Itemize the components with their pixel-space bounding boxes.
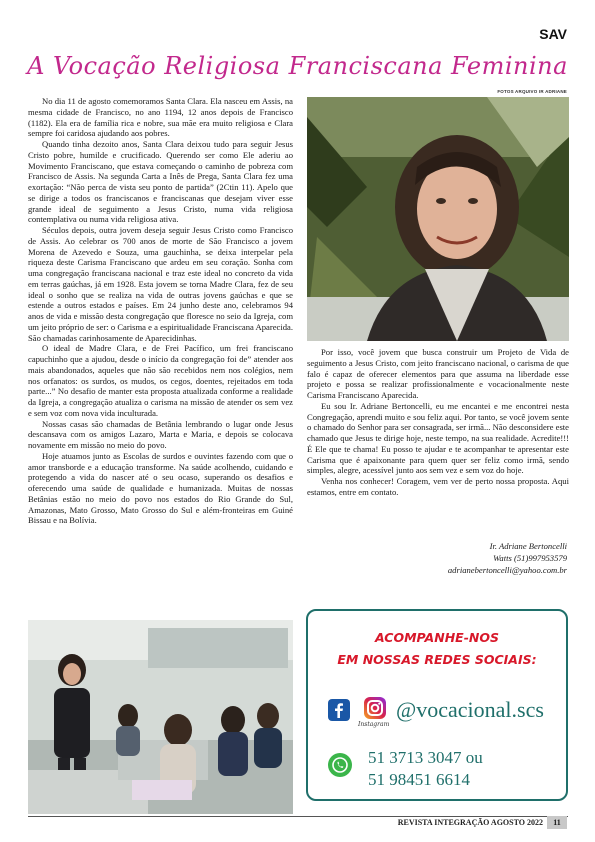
phone-number-2[interactable]: 51 98451 6614: [368, 770, 470, 789]
signature-email: adrianebertoncelli@yahoo.com.br: [447, 565, 567, 575]
article-title: A Vocação Religiosa Franciscana Feminina: [27, 52, 568, 80]
paragraph: Venha nos conhecer! Coragem, vem ver de perto nossa proposta. Aqui estamos, entre em contato.: [307, 476, 569, 497]
photo-credit: FOTOS ARQUIVO IR ADRIANE: [497, 89, 567, 94]
left-column: [28, 96, 293, 526]
facebook-icon[interactable]: [328, 699, 350, 721]
classroom-illustration: [28, 620, 293, 814]
signature-block: [448, 540, 567, 576]
classroom-photo: [28, 620, 293, 814]
paragraph: Por isso, você jovem que busca construir um Projeto de Vida de seguimento a Jesus Cristo, com jeito franciscano nacional, o carisma de que falo é capaz de oferecer elementos para que assuma na liberdade esse projeto e possa se realizar profissionalmente e vocacionalmente neste Carisma Franciscano Aparecida.: [307, 347, 569, 400]
social-heading-line1: ACOMPANHE-NOS: [375, 630, 499, 645]
social-heading-line2: EM NOSSAS REDES SOCIAIS:: [337, 652, 537, 667]
footer-text: REVISTA INTEGRAÇÃO AGOSTO 2022: [397, 818, 543, 827]
paragraph: No dia 11 de agosto comemoramos Santa Clara. Ela nasceu em Assis, na mesma cidade de Francisco, no ano 1194, 12 anos depois de Francisco (1182). Ela era de família rica e nobre, sua mãe era muito religiosa e Clara sempre foi caridosa ajudando aos pobres.: [28, 96, 293, 139]
social-heading: [308, 627, 566, 671]
paragraph: Hoje atuamos junto as Escolas de surdos e ouvintes fazendo com que o amor transborde e a educação transforme. Na saúde acolhendo, cuidando e protegendo a vida do nascer até o seu ocaso, superando os desafios e oferecendo uma saúde de qualidade e humanizada. Muitas de nossas Betânias estão no meio do povo nos estados do Rio Grande do Sul, Amazonas, Mato Grosso, Mato Grosso do Sul e além-fronteiras em Guiné Bissau e na Bolívia.: [28, 450, 293, 526]
paragraph: Séculos depois, outra jovem deseja seguir Jesus Cristo como Francisco de Assis. Ao celebrar os 700 anos de morte de São Francisco a jovem Morena de Azevedo e Souza, uma gauchinha, se deixa interpelar pela riqueza deste Carisma Franciscano que ardeu em seu coração. Sonha com uma congregação franciscana nacional e traz este ideal no concreto da vida em terras gaúchas, já em 1928. Esta jovem se torna Madre Clara, fez de seu ideal o sonho que se realiza na vida de outras jovens gaúchas e que se estende a outros estados e países. Em 24 junho deste ano, celebramos 94 anos de vida e missão desta congregação que floresce no seio da Igreja, com um jeito próprio de ser: o Carisma e a espiritualidade Franciscana Aparecida. São chamadas carinhosamente de Aparecidinhas.: [28, 225, 293, 343]
paragraph: Nossas casas são chamadas de Betânia lembrando o lugar onde Jesus descansava com os amigos Lazaro, Marta e Maria, e depois se colocava novamente em missão no meio do povo.: [28, 418, 293, 450]
paragraph: Eu sou Ir. Adriane Bertoncelli, eu me encantei e me encontrei nesta Congregação, aprendi muito e sou feliz aqui. Por tanto, se você jovem sente o chamado do Senhor para ser consagrada, ser irmã... Não desconsidere este chamado que Jesus te dirige hoje, neste tempo, na sua realidade. Acredite!!! É Ele que te chama! Eu posso te ajudar e te acompanhar te apresentar este Carisma que é apaixonante para quem quer ser feliz como irmã, sendo simples, alegre, acessível junto aos sem vez e sem voz do hoje.: [307, 400, 569, 476]
paragraph: O ideal de Madre Clara, e de Frei Pacífico, um frei franciscano capuchinho que a ajudou, desde o início da congregação foi de” atender aos mais abandonados, aqueles que não são recebidos nem nos colégios, nem nos orfanatos: os surdos, os mudos, os cegos, doentes, rejeitados em toda parte...” No desafio de manter esta proposta atualizada conforme a realidade da Igreja, a congregação atualiza o carisma na missão de atender os sem vez e sem voz com nova vida inculturada.: [28, 343, 293, 418]
signature-name: Ir. Adriane Bertoncelli: [489, 541, 567, 551]
social-media-box: [306, 609, 568, 801]
right-column: [307, 347, 569, 498]
phone-numbers: [368, 747, 483, 791]
whatsapp-icon[interactable]: [328, 753, 352, 777]
phone-number-1[interactable]: 51 3713 3047 ou: [368, 748, 483, 767]
instagram-icon[interactable]: [364, 697, 386, 719]
paragraph: Quando tinha dezoito anos, Santa Clara deixou tudo para seguir Jesus Cristo pobre, humilde e crucificado. Querendo ser como Ele aderiu ao Movimento Franciscano, que estava começando o caminho de pobreza com Francisco de Assis. Na segunda Carta a Inês de Prega, Santa Clara fez uma exortação: “Não perca de vista seu ponto de partida” (2Ctin 11). Apelo que se dirige a todos os franciscanos e franciscanas que desejam viver esse grande ideal de seguimento a Jesus Cristo, numa vida religiosa contemplativa ou numa vida religiosa ativa.: [28, 139, 293, 225]
section-label: SAV: [539, 26, 567, 42]
instagram-caption: Instagram: [358, 721, 390, 728]
portrait-illustration: [307, 97, 569, 341]
footer-divider: [28, 816, 568, 817]
social-handle[interactable]: @vocacional.scs: [396, 697, 544, 722]
portrait-photo: [307, 97, 569, 341]
page-number: 11: [547, 816, 567, 829]
signature-phone: Watts (51)997953579: [493, 553, 567, 563]
